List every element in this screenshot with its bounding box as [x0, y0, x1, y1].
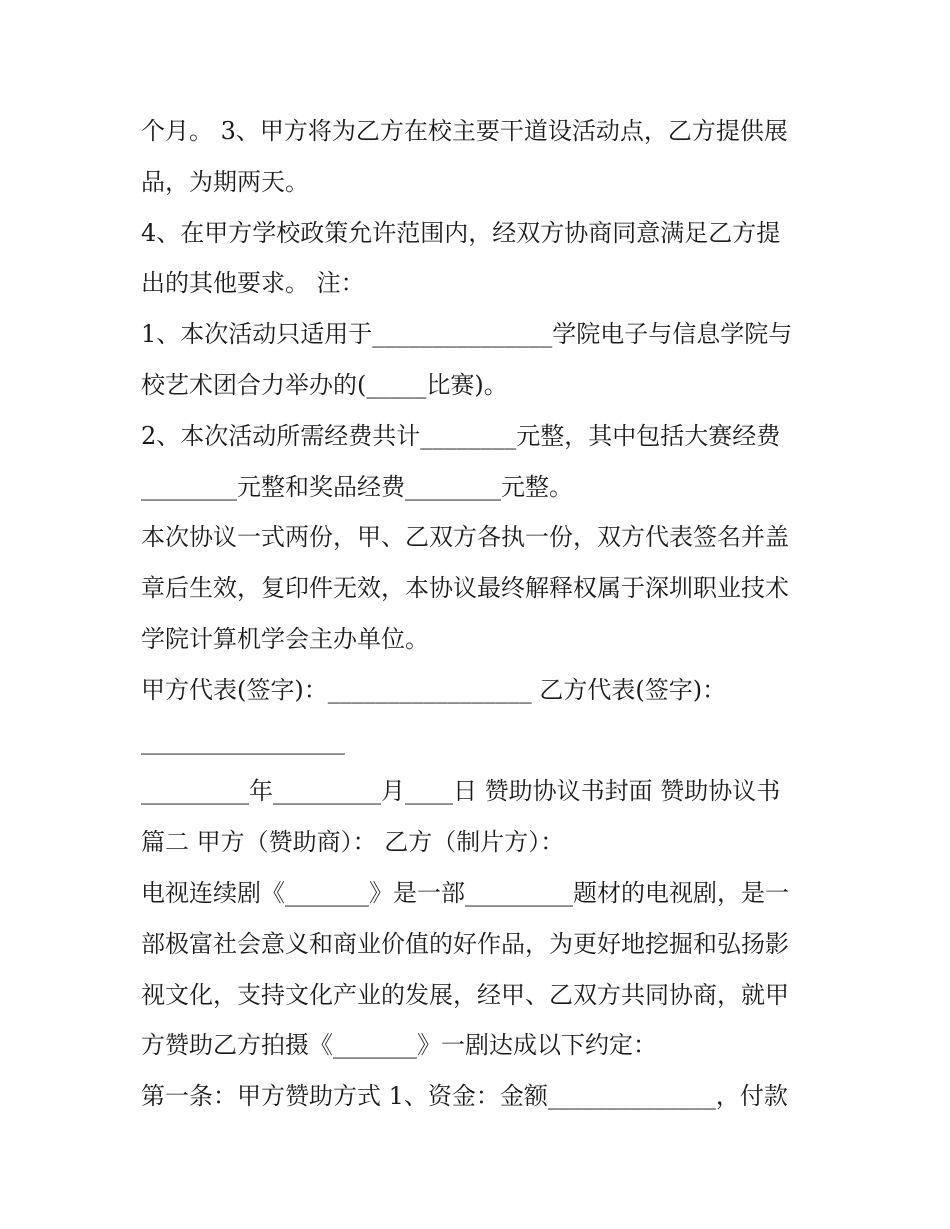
text-line: 品，为期两天。 — [141, 167, 309, 196]
text-line: 个月。 3、甲方将为乙方在校主要干道设活动点，乙方提供展 — [141, 117, 788, 145]
document-body — [141, 106, 821, 1122]
text-line: 第一条：甲方赞助方式 1、资金：金额______________，付款 — [141, 1082, 788, 1111]
signature-blank-line: _________________ — [141, 726, 345, 755]
text-line: 部极富社会意义和商业价值的好作品，为更好地挖掘和弘扬影 — [141, 929, 789, 958]
text-line: 本次协议一式两份，甲、乙双方各执一份，双方代表签名并盖 — [141, 523, 789, 552]
text-line: 出的其他要求。 注： — [141, 269, 365, 298]
text-line: 学院计算机学会主办单位。 — [141, 624, 429, 653]
text-line: 方赞助乙方拍摄《_______》一剧达成以下约定： — [141, 1031, 657, 1060]
signature-line: 甲方代表(签字)：_________________ 乙方代表(签字)： — [141, 675, 727, 704]
text-line: 校艺术团合力举办的(_____比赛)。 — [141, 370, 508, 399]
text-line: 章后生效，复印件无效，本协议最终解释权属于深圳职业技术 — [141, 574, 789, 603]
text-line: 1、本次活动只适用于_______________学院电子与信息学院与 — [141, 320, 793, 349]
text-line: 2、本次活动所需经费共计________元整，其中包括大赛经费 — [141, 421, 781, 450]
text-line: 篇二 甲方（赞助商）： 乙方（制片方）： — [141, 828, 565, 857]
text-line: 4、在甲方学校政策允许范围内，经双方协商同意满足乙方提 — [141, 218, 781, 247]
text-line: ________元整和奖品经费________元整。 — [141, 472, 573, 501]
text-line: 视文化，支持文化产业的发展，经甲、乙双方共同协商，就甲 — [141, 980, 789, 1009]
date-line: _________年_________月____日 赞助协议书封面 赞助协议书 — [141, 777, 781, 806]
text-line: 电视连续剧《_______》是一部_________题材的电视剧，是一 — [141, 878, 789, 907]
